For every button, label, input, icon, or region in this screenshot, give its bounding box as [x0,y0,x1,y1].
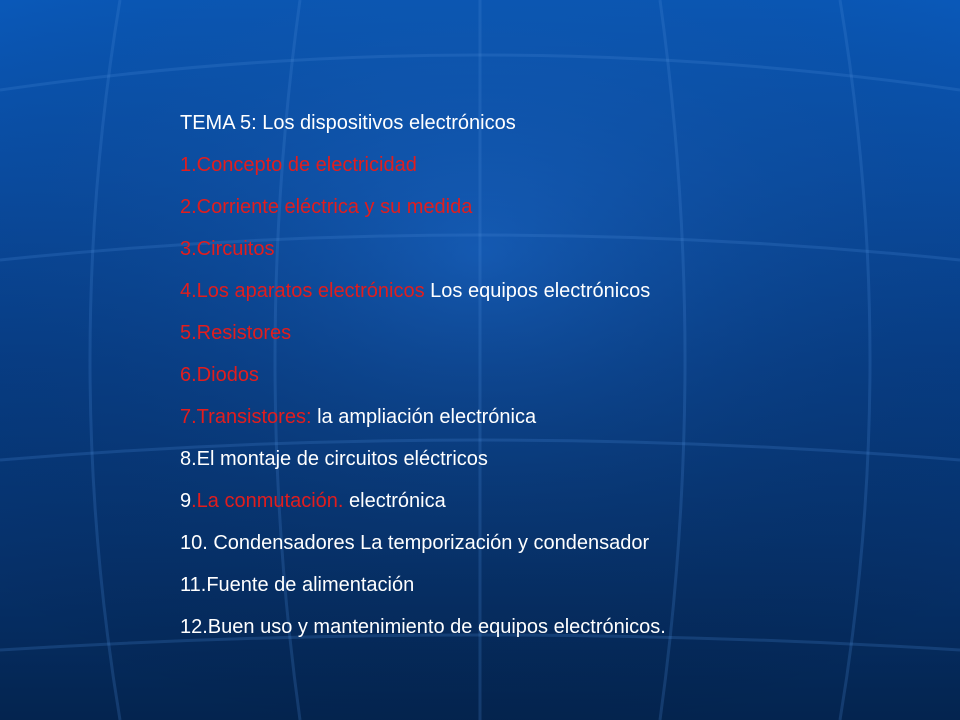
topic-item-text: la ampliación electrónica [317,406,537,428]
topic-item-text: 6.Diodos [180,364,259,386]
topic-item [180,402,940,444]
topic-item-text: .La conmutación. [191,490,349,512]
topic-item [180,276,940,318]
topic-item-text: 10. Condensadores La temporización y condensador [180,532,650,554]
topic-item [180,234,940,276]
topic-item-text: Los equipos electrónicos [430,280,651,302]
topic-list [180,150,940,654]
topic-item [180,612,940,654]
topic-item-text: 8.El montaje de circuitos eléctricos [180,448,488,470]
topic-item [180,486,940,528]
topic-item-text: 1.Concepto de electricidad [180,154,417,176]
topic-item-text: 12.Buen uso y mantenimiento de equipos electrónicos. [180,616,666,638]
topic-item [180,318,940,360]
topic-item [180,150,940,192]
topic-item [180,444,940,486]
topic-item-text: 3.Circuitos [180,238,275,260]
topic-item-text: 7.Transistores: [180,406,318,428]
topic-item-text: 9 [180,490,192,512]
topic-item [180,192,940,234]
topic-item-text: 2.Corriente eléctrica y su medida [180,196,473,218]
slide-title: TEMA 5: Los dispositivos electrónicos [180,112,516,134]
topic-item-text: electrónica [349,490,446,512]
topic-item-text: 4.Los aparatos electrónicos [180,280,431,302]
slide-content [180,108,940,654]
topic-item [180,360,940,402]
topic-item-text: 5.Resistores [180,322,292,344]
topic-item [180,570,940,612]
topic-item [180,528,940,570]
topic-item-text: 11.Fuente de alimentación [180,574,415,596]
